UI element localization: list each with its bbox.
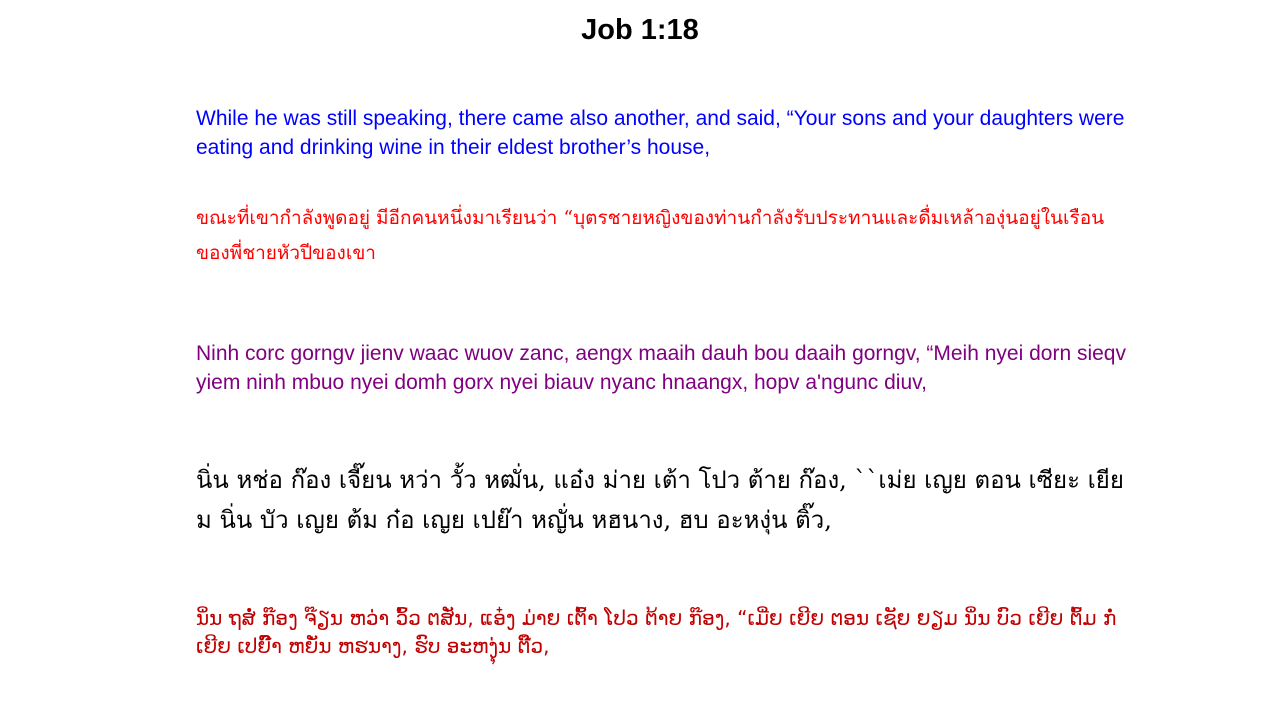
- slide-title: Job 1:18: [581, 14, 699, 46]
- verse-mien-thai: นิ่น หช่อ ก๊อง เจี๊ยน หว่า วั้ว หฒั่น, แอ๋ง ม่าย เต้า โปว ต้าย ก๊อง, ``เม่ย เญย ตอน เซียะ เยียม นิ่น บัว เญย ต้ม ก๋อ เญย เปย๊า หญั่น หฮนาง, ฮบ อะหงุ่น ติ๊ว,: [196, 466, 1124, 534]
- verse-mien-lao: ນິ່ນ ຖສໍ່ ກ໊ອງ ຈ໊ຽນ ຫວ່າ ວົ້ວ ຕສັ່ນ, ແອ໋ງ ມ່າຍ ເຕົ້າ ໂປວ ຕ້າຍ ກ໊ອງ, “ເມີ່ຍ ເຍີຍ ຕອນ ເຊັຍ ຍຽມ ນິ່ນ ບົວ ເຍີຍ ຕົ້ມ ກໍ່ ເຍີຍ ເປຍົ໊າ ຫຍັ່ນ ຫຮນາງ, ຮົບ ອະຫງຸ່ນ ຕີ໊ວ,: [196, 606, 1117, 658]
- verse-thai: ขณะที่เขากำลังพูดอยู่ มีอีกคนหนึ่งมาเรียนว่า “บุตรชายหญิงของท่านกำลังรับประทานและดื่มเหล้าองุ่นอยู่ในเรือนของพี่ชายหัวปีของเขา: [196, 207, 1105, 264]
- verse-english: While he was still speaking, there came also another, and said, “Your sons and your daughters were eating and drinking wine in their eldest brother’s house,: [196, 107, 1125, 159]
- verse-mien-roman: Ninh corc gorngv jienv waac wuov zanc, aengx maaih dauh bou daaih gorngv, “Meih nyei dorn sieqv yiem ninh mbuo nyei domh gorx nyei biauv nyanc hnaangx, hopv a'ngunc diuv,: [196, 342, 1126, 394]
